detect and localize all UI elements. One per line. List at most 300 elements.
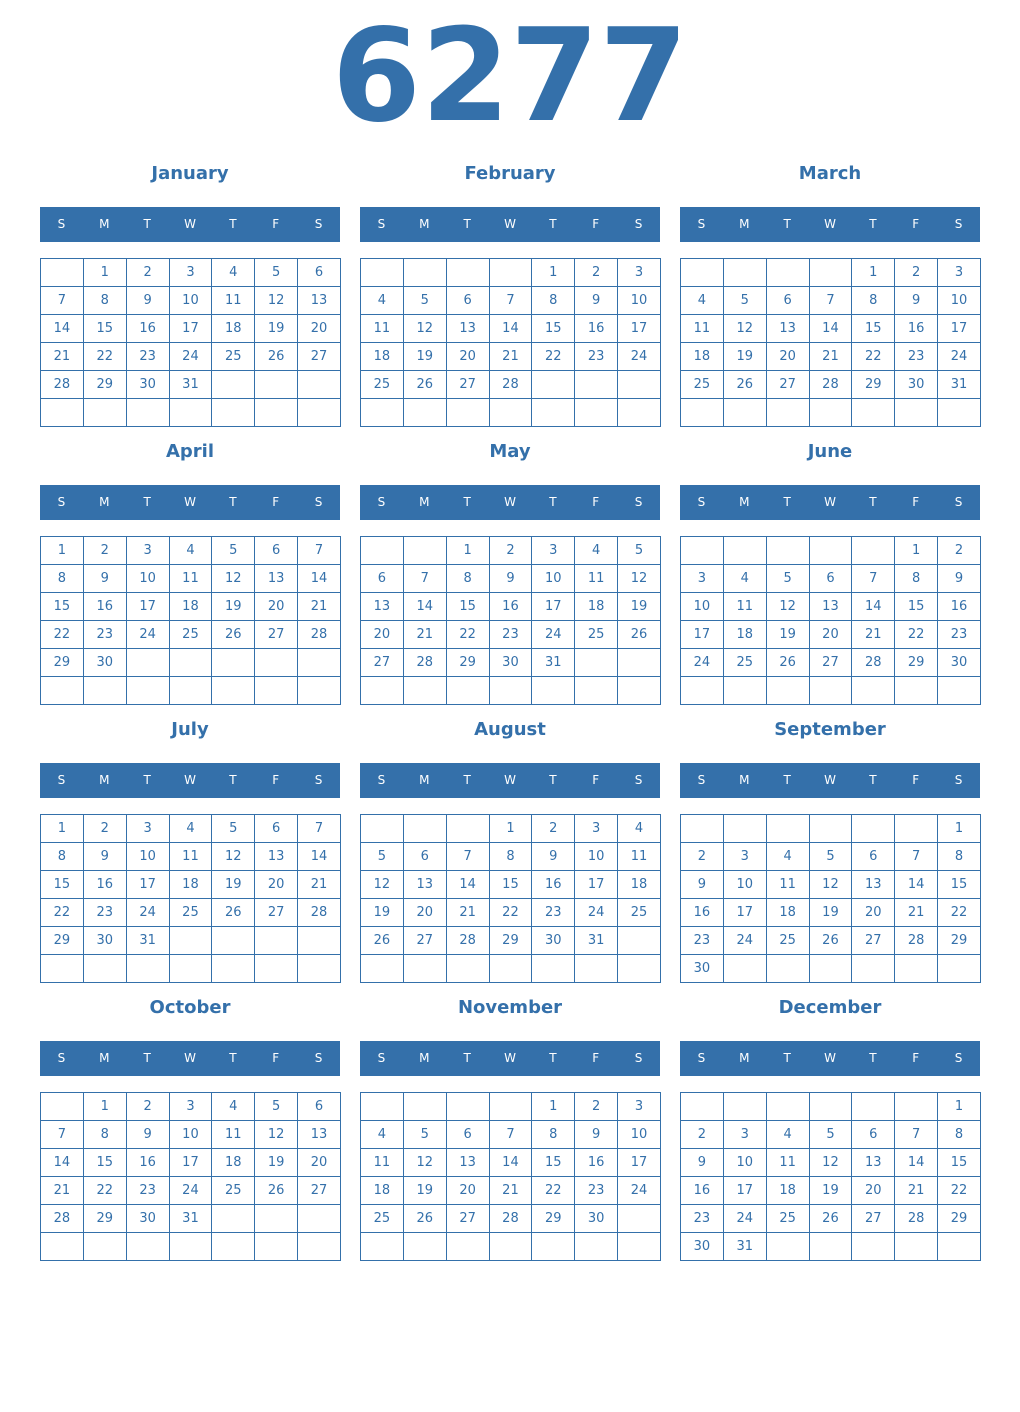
empty-day-cell bbox=[361, 1233, 404, 1261]
empty-day-cell bbox=[852, 955, 895, 983]
empty-day-cell bbox=[489, 1093, 532, 1121]
day-cell: 3 bbox=[618, 1093, 661, 1121]
day-cell: 18 bbox=[618, 871, 661, 899]
day-cell: 12 bbox=[618, 565, 661, 593]
day-cell: 24 bbox=[126, 899, 169, 927]
weekday-label: W bbox=[824, 495, 836, 509]
week-row bbox=[41, 371, 341, 399]
weekday-label: S bbox=[954, 495, 963, 509]
weekday-label: F bbox=[592, 1051, 600, 1065]
day-cell: 24 bbox=[126, 621, 169, 649]
week-row bbox=[681, 315, 981, 343]
empty-day-cell bbox=[895, 1233, 938, 1261]
day-cell: 19 bbox=[618, 593, 661, 621]
day-cell: 9 bbox=[895, 287, 938, 315]
day-cell: 4 bbox=[723, 565, 766, 593]
empty-day-cell bbox=[298, 1205, 341, 1233]
day-cell: 9 bbox=[83, 565, 126, 593]
week-row bbox=[361, 1233, 661, 1261]
weekday-label: T bbox=[143, 773, 151, 787]
empty-day-cell bbox=[575, 371, 618, 399]
day-cell: 7 bbox=[895, 1121, 938, 1149]
weekday-header bbox=[40, 1041, 340, 1076]
empty-day-cell bbox=[766, 259, 809, 287]
month-june bbox=[680, 437, 980, 707]
day-cell: 21 bbox=[41, 343, 84, 371]
week-row bbox=[41, 927, 341, 955]
day-cell: 24 bbox=[618, 343, 661, 371]
week-row bbox=[41, 677, 341, 705]
week-row bbox=[361, 621, 661, 649]
weekday-label: F bbox=[592, 773, 600, 787]
week-row bbox=[681, 593, 981, 621]
empty-day-cell bbox=[852, 399, 895, 427]
weekday-label: T bbox=[229, 217, 237, 231]
day-cell: 8 bbox=[489, 843, 532, 871]
day-cell: 14 bbox=[298, 565, 341, 593]
day-cell: 6 bbox=[852, 843, 895, 871]
weekday-header bbox=[40, 485, 340, 520]
day-cell: 20 bbox=[446, 343, 489, 371]
empty-day-cell bbox=[809, 1233, 852, 1261]
week-row bbox=[681, 1149, 981, 1177]
day-cell: 17 bbox=[681, 621, 724, 649]
empty-day-cell bbox=[618, 677, 661, 705]
day-cell: 26 bbox=[766, 649, 809, 677]
empty-day-cell bbox=[255, 371, 298, 399]
week-row bbox=[361, 1121, 661, 1149]
year-title: 6277 bbox=[331, 2, 689, 151]
week-row bbox=[41, 815, 341, 843]
week-row bbox=[361, 593, 661, 621]
empty-day-cell bbox=[809, 677, 852, 705]
month-september bbox=[680, 715, 980, 985]
day-cell: 16 bbox=[575, 315, 618, 343]
week-row bbox=[41, 593, 341, 621]
day-cell: 7 bbox=[298, 537, 341, 565]
day-cell: 4 bbox=[169, 537, 212, 565]
week-row bbox=[361, 927, 661, 955]
empty-day-cell bbox=[895, 677, 938, 705]
day-grid bbox=[40, 814, 341, 983]
month-august bbox=[360, 715, 660, 985]
weekday-label: S bbox=[377, 495, 386, 509]
weekday-label: S bbox=[377, 773, 386, 787]
empty-day-cell bbox=[212, 371, 255, 399]
weekday-label: W bbox=[184, 217, 196, 231]
day-cell: 5 bbox=[766, 565, 809, 593]
weekday-label: T bbox=[783, 1051, 791, 1065]
weekday-label: T bbox=[229, 1051, 237, 1065]
day-cell: 22 bbox=[446, 621, 489, 649]
day-cell: 8 bbox=[41, 843, 84, 871]
empty-day-cell bbox=[212, 399, 255, 427]
week-row bbox=[41, 871, 341, 899]
day-cell: 27 bbox=[298, 1177, 341, 1205]
day-cell: 3 bbox=[681, 565, 724, 593]
day-cell: 7 bbox=[403, 565, 446, 593]
day-cell: 25 bbox=[618, 899, 661, 927]
weekday-label: M bbox=[419, 217, 430, 231]
day-cell: 17 bbox=[169, 1149, 212, 1177]
day-cell: 27 bbox=[446, 371, 489, 399]
weekday-label: W bbox=[184, 495, 196, 509]
day-cell: 2 bbox=[83, 537, 126, 565]
empty-day-cell bbox=[618, 1233, 661, 1261]
day-cell: 26 bbox=[618, 621, 661, 649]
empty-day-cell bbox=[83, 677, 126, 705]
day-cell: 14 bbox=[446, 871, 489, 899]
day-cell: 14 bbox=[895, 1149, 938, 1177]
day-cell: 30 bbox=[895, 371, 938, 399]
empty-day-cell bbox=[723, 399, 766, 427]
month-february bbox=[360, 159, 660, 429]
month-november bbox=[360, 993, 660, 1263]
day-cell: 15 bbox=[532, 1149, 575, 1177]
day-cell: 25 bbox=[681, 371, 724, 399]
day-cell: 12 bbox=[403, 1149, 446, 1177]
day-cell: 9 bbox=[532, 843, 575, 871]
month-april bbox=[40, 437, 340, 707]
day-cell: 2 bbox=[681, 1121, 724, 1149]
day-cell: 1 bbox=[446, 537, 489, 565]
week-row bbox=[681, 955, 981, 983]
day-cell: 14 bbox=[403, 593, 446, 621]
week-row bbox=[361, 343, 661, 371]
week-row bbox=[361, 1149, 661, 1177]
empty-day-cell bbox=[212, 649, 255, 677]
weekday-label: W bbox=[824, 217, 836, 231]
day-cell: 16 bbox=[575, 1149, 618, 1177]
day-cell: 11 bbox=[169, 565, 212, 593]
day-cell: 17 bbox=[126, 593, 169, 621]
day-cell: 24 bbox=[532, 621, 575, 649]
day-cell: 18 bbox=[575, 593, 618, 621]
day-cell: 3 bbox=[169, 1093, 212, 1121]
empty-day-cell bbox=[489, 1233, 532, 1261]
day-cell: 23 bbox=[489, 621, 532, 649]
day-cell: 21 bbox=[489, 1177, 532, 1205]
weekday-header bbox=[40, 207, 340, 242]
weekday-label: M bbox=[739, 495, 750, 509]
week-row bbox=[361, 1177, 661, 1205]
day-cell: 12 bbox=[809, 871, 852, 899]
day-cell: 29 bbox=[895, 649, 938, 677]
day-cell: 2 bbox=[681, 843, 724, 871]
day-cell: 9 bbox=[938, 565, 981, 593]
weekday-label: T bbox=[549, 495, 557, 509]
day-cell: 4 bbox=[212, 259, 255, 287]
day-cell: 5 bbox=[403, 287, 446, 315]
empty-day-cell bbox=[403, 815, 446, 843]
day-cell: 12 bbox=[255, 287, 298, 315]
day-cell: 28 bbox=[489, 371, 532, 399]
empty-day-cell bbox=[126, 1233, 169, 1261]
day-cell: 7 bbox=[489, 287, 532, 315]
empty-day-cell bbox=[255, 1233, 298, 1261]
day-cell: 6 bbox=[766, 287, 809, 315]
day-cell: 1 bbox=[895, 537, 938, 565]
weekday-label: T bbox=[783, 217, 791, 231]
day-cell: 30 bbox=[83, 649, 126, 677]
day-cell: 11 bbox=[212, 287, 255, 315]
empty-day-cell bbox=[809, 815, 852, 843]
weekday-label: T bbox=[783, 773, 791, 787]
day-cell: 9 bbox=[126, 287, 169, 315]
day-cell: 12 bbox=[361, 871, 404, 899]
week-row bbox=[41, 1093, 341, 1121]
month-march bbox=[680, 159, 980, 429]
day-cell: 31 bbox=[126, 927, 169, 955]
empty-day-cell bbox=[723, 677, 766, 705]
weekday-header bbox=[680, 1041, 980, 1076]
day-cell: 15 bbox=[83, 315, 126, 343]
empty-day-cell bbox=[83, 399, 126, 427]
day-cell: 15 bbox=[532, 315, 575, 343]
day-cell: 16 bbox=[681, 899, 724, 927]
empty-day-cell bbox=[169, 1233, 212, 1261]
empty-day-cell bbox=[169, 955, 212, 983]
empty-day-cell bbox=[723, 1093, 766, 1121]
day-cell: 23 bbox=[575, 343, 618, 371]
week-row bbox=[41, 1233, 341, 1261]
day-cell: 14 bbox=[489, 1149, 532, 1177]
weekday-label: T bbox=[783, 495, 791, 509]
weekday-label: W bbox=[824, 773, 836, 787]
day-cell: 22 bbox=[41, 621, 84, 649]
week-row bbox=[41, 343, 341, 371]
day-cell: 5 bbox=[723, 287, 766, 315]
empty-day-cell bbox=[723, 259, 766, 287]
day-cell: 24 bbox=[618, 1177, 661, 1205]
day-cell: 26 bbox=[361, 927, 404, 955]
empty-day-cell bbox=[126, 955, 169, 983]
day-cell: 25 bbox=[766, 927, 809, 955]
weekday-label: T bbox=[143, 217, 151, 231]
day-cell: 22 bbox=[532, 1177, 575, 1205]
day-cell: 27 bbox=[766, 371, 809, 399]
day-cell: 19 bbox=[403, 1177, 446, 1205]
day-cell: 13 bbox=[852, 871, 895, 899]
empty-day-cell bbox=[361, 1093, 404, 1121]
day-cell: 11 bbox=[723, 593, 766, 621]
empty-day-cell bbox=[169, 399, 212, 427]
month-name: February bbox=[464, 163, 556, 184]
day-cell: 26 bbox=[212, 899, 255, 927]
day-cell: 6 bbox=[361, 565, 404, 593]
day-cell: 7 bbox=[446, 843, 489, 871]
day-cell: 24 bbox=[169, 343, 212, 371]
month-october bbox=[40, 993, 340, 1263]
day-cell: 8 bbox=[895, 565, 938, 593]
empty-day-cell bbox=[169, 677, 212, 705]
empty-day-cell bbox=[255, 1205, 298, 1233]
day-cell: 29 bbox=[446, 649, 489, 677]
empty-day-cell bbox=[255, 677, 298, 705]
day-cell: 26 bbox=[212, 621, 255, 649]
day-cell: 13 bbox=[361, 593, 404, 621]
day-cell: 7 bbox=[852, 565, 895, 593]
week-row bbox=[41, 537, 341, 565]
day-cell: 10 bbox=[618, 1121, 661, 1149]
empty-day-cell bbox=[766, 399, 809, 427]
day-cell: 12 bbox=[723, 315, 766, 343]
day-cell: 6 bbox=[809, 565, 852, 593]
weekday-label: W bbox=[184, 773, 196, 787]
day-cell: 15 bbox=[446, 593, 489, 621]
day-cell: 5 bbox=[255, 1093, 298, 1121]
weekday-label: T bbox=[549, 1051, 557, 1065]
day-cell: 20 bbox=[809, 621, 852, 649]
day-cell: 2 bbox=[83, 815, 126, 843]
day-cell: 7 bbox=[895, 843, 938, 871]
empty-day-cell bbox=[83, 955, 126, 983]
week-row bbox=[361, 399, 661, 427]
month-name: October bbox=[149, 997, 231, 1018]
weekday-label: F bbox=[912, 1051, 920, 1065]
day-cell: 25 bbox=[723, 649, 766, 677]
weekday-label: S bbox=[697, 1051, 706, 1065]
day-cell: 29 bbox=[938, 927, 981, 955]
month-may bbox=[360, 437, 660, 707]
day-cell: 2 bbox=[575, 259, 618, 287]
weekday-label: T bbox=[229, 495, 237, 509]
weekday-label: S bbox=[377, 217, 386, 231]
day-cell: 26 bbox=[403, 1205, 446, 1233]
empty-day-cell bbox=[575, 955, 618, 983]
day-cell: 10 bbox=[723, 1149, 766, 1177]
day-cell: 27 bbox=[446, 1205, 489, 1233]
day-cell: 12 bbox=[212, 843, 255, 871]
empty-day-cell bbox=[255, 927, 298, 955]
empty-day-cell bbox=[723, 537, 766, 565]
week-row bbox=[361, 371, 661, 399]
day-cell: 10 bbox=[126, 843, 169, 871]
day-cell: 16 bbox=[489, 593, 532, 621]
weekday-label: T bbox=[869, 217, 877, 231]
day-cell: 3 bbox=[126, 537, 169, 565]
week-row bbox=[361, 1093, 661, 1121]
month-december bbox=[680, 993, 980, 1263]
day-cell: 6 bbox=[403, 843, 446, 871]
empty-day-cell bbox=[83, 1233, 126, 1261]
day-cell: 27 bbox=[298, 343, 341, 371]
day-cell: 3 bbox=[532, 537, 575, 565]
day-cell: 30 bbox=[83, 927, 126, 955]
day-cell: 3 bbox=[126, 815, 169, 843]
day-cell: 30 bbox=[532, 927, 575, 955]
day-cell: 16 bbox=[126, 315, 169, 343]
day-cell: 30 bbox=[126, 1205, 169, 1233]
day-cell: 6 bbox=[298, 259, 341, 287]
day-cell: 31 bbox=[723, 1233, 766, 1261]
day-cell: 1 bbox=[83, 259, 126, 287]
empty-day-cell bbox=[766, 1233, 809, 1261]
day-cell: 25 bbox=[212, 1177, 255, 1205]
weekday-label: S bbox=[634, 1051, 643, 1065]
day-cell: 23 bbox=[681, 927, 724, 955]
day-cell: 14 bbox=[298, 843, 341, 871]
day-cell: 16 bbox=[126, 1149, 169, 1177]
empty-day-cell bbox=[41, 399, 84, 427]
day-cell: 28 bbox=[852, 649, 895, 677]
day-cell: 13 bbox=[255, 843, 298, 871]
day-cell: 19 bbox=[766, 621, 809, 649]
empty-day-cell bbox=[681, 815, 724, 843]
day-cell: 22 bbox=[489, 899, 532, 927]
day-cell: 15 bbox=[41, 593, 84, 621]
day-cell: 29 bbox=[938, 1205, 981, 1233]
empty-day-cell bbox=[212, 1233, 255, 1261]
day-cell: 25 bbox=[575, 621, 618, 649]
empty-day-cell bbox=[681, 1093, 724, 1121]
weekday-label: F bbox=[272, 773, 280, 787]
day-cell: 17 bbox=[575, 871, 618, 899]
empty-day-cell bbox=[618, 371, 661, 399]
day-cell: 21 bbox=[895, 899, 938, 927]
empty-day-cell bbox=[212, 677, 255, 705]
day-cell: 22 bbox=[83, 1177, 126, 1205]
day-cell: 19 bbox=[255, 315, 298, 343]
day-cell: 23 bbox=[938, 621, 981, 649]
day-cell: 25 bbox=[169, 899, 212, 927]
day-cell: 3 bbox=[618, 259, 661, 287]
day-cell: 15 bbox=[938, 1149, 981, 1177]
day-cell: 18 bbox=[766, 1177, 809, 1205]
day-cell: 29 bbox=[532, 1205, 575, 1233]
weekday-label: T bbox=[869, 495, 877, 509]
day-cell: 2 bbox=[126, 1093, 169, 1121]
day-cell: 10 bbox=[169, 287, 212, 315]
day-cell: 5 bbox=[255, 259, 298, 287]
weekday-header bbox=[40, 763, 340, 798]
day-cell: 23 bbox=[126, 1177, 169, 1205]
day-cell: 19 bbox=[255, 1149, 298, 1177]
weekday-label: T bbox=[549, 773, 557, 787]
day-cell: 10 bbox=[681, 593, 724, 621]
day-cell: 18 bbox=[169, 871, 212, 899]
week-row bbox=[41, 843, 341, 871]
day-grid bbox=[360, 1092, 661, 1261]
day-cell: 15 bbox=[852, 315, 895, 343]
day-cell: 29 bbox=[83, 371, 126, 399]
day-cell: 15 bbox=[83, 1149, 126, 1177]
day-cell: 19 bbox=[809, 899, 852, 927]
day-cell: 1 bbox=[852, 259, 895, 287]
day-cell: 5 bbox=[618, 537, 661, 565]
day-cell: 1 bbox=[938, 1093, 981, 1121]
empty-day-cell bbox=[895, 1093, 938, 1121]
day-cell: 4 bbox=[766, 1121, 809, 1149]
empty-day-cell bbox=[766, 1093, 809, 1121]
empty-day-cell bbox=[361, 537, 404, 565]
week-row bbox=[361, 955, 661, 983]
empty-day-cell bbox=[895, 399, 938, 427]
empty-day-cell bbox=[852, 815, 895, 843]
day-cell: 1 bbox=[83, 1093, 126, 1121]
day-cell: 27 bbox=[852, 927, 895, 955]
day-grid bbox=[360, 814, 661, 983]
empty-day-cell bbox=[403, 537, 446, 565]
day-cell: 31 bbox=[169, 1205, 212, 1233]
week-row bbox=[681, 843, 981, 871]
day-cell: 14 bbox=[852, 593, 895, 621]
day-cell: 12 bbox=[809, 1149, 852, 1177]
empty-day-cell bbox=[41, 677, 84, 705]
empty-day-cell bbox=[361, 399, 404, 427]
day-cell: 31 bbox=[938, 371, 981, 399]
week-row bbox=[41, 259, 341, 287]
